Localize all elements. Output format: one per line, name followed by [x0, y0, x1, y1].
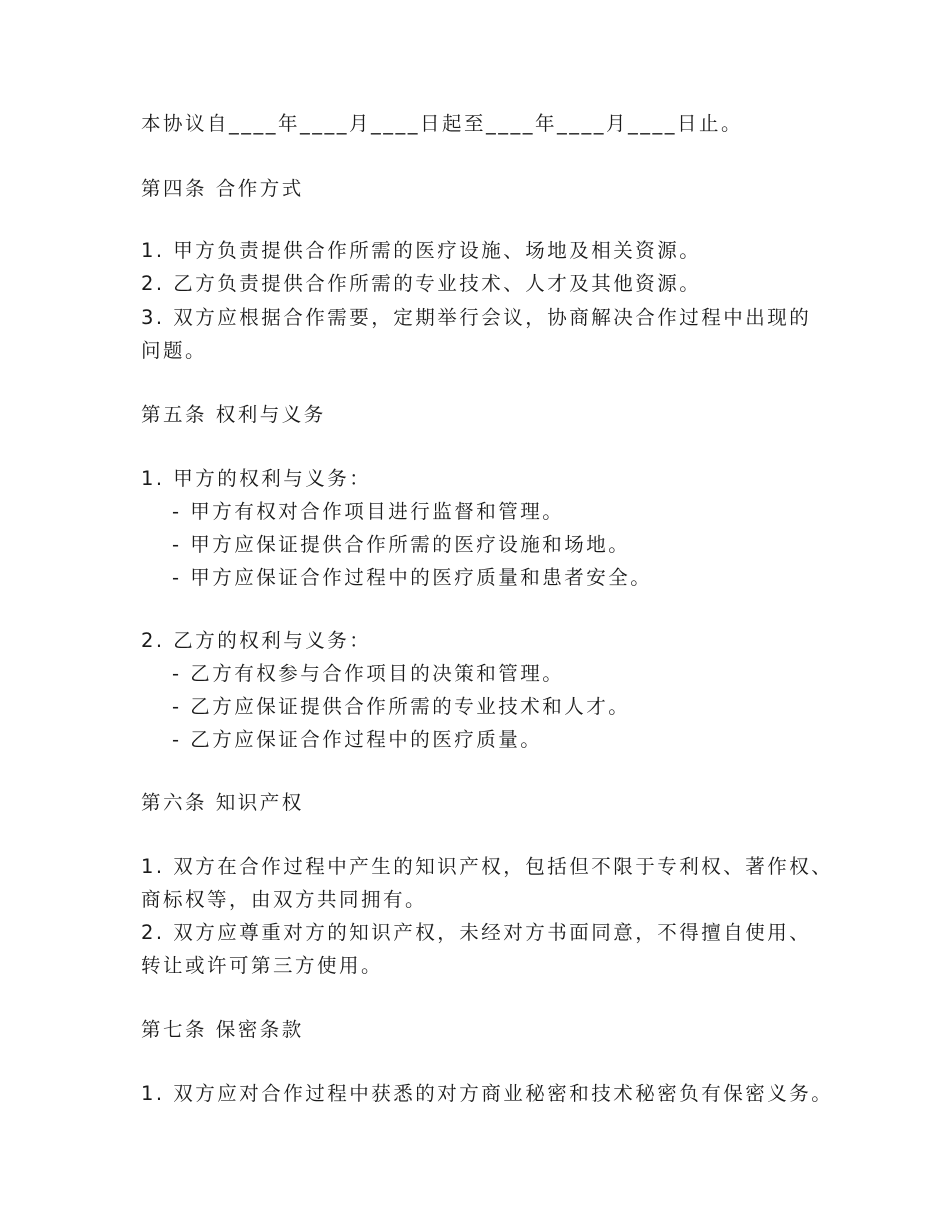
article-4-item-3: 3. 双方应根据合作需要，定期举行会议，协商解决合作过程中出现的 — [141, 306, 812, 329]
article-4-item-1: 1. 甲方负责提供合作所需的医疗设施、场地及相关资源。 — [141, 239, 702, 262]
article-6-item-2-cont: 转让或许可第三方使用。 — [141, 954, 384, 977]
article-7-heading: 第七条 保密条款 — [141, 1018, 304, 1041]
article-5-heading: 第五条 权利与义务 — [141, 403, 326, 426]
party-b-title: 2. 乙方的权利与义务： — [141, 629, 372, 652]
article-4-item-3-cont: 问题。 — [141, 339, 208, 362]
article-4-item-2: 2. 乙方负责提供合作所需的专业技术、人才及其他资源。 — [141, 272, 702, 295]
party-a-item: - 甲方应保证提供合作所需的医疗设施和场地。 — [172, 533, 631, 556]
article-6-heading: 第六条 知识产权 — [141, 791, 304, 814]
party-b-item: - 乙方应保证提供合作所需的专业技术和人才。 — [172, 695, 631, 718]
article-7-item-1: 1. 双方应对合作过程中获悉的对方商业秘密和技术秘密负有保密义务。 — [141, 1082, 834, 1105]
article-6-item-1: 1. 双方在合作过程中产生的知识产权，包括但不限于专利权、著作权、 — [141, 855, 834, 878]
article-4-heading: 第四条 合作方式 — [141, 177, 304, 200]
party-a-item: - 甲方有权对合作项目进行监督和管理。 — [172, 500, 565, 523]
agreement-term-line: 本协议自____年____月____日起至____年____月____日止。 — [141, 112, 744, 135]
party-a-item: - 甲方应保证合作过程中的医疗质量和患者安全。 — [172, 566, 653, 589]
party-a-title: 1. 甲方的权利与义务： — [141, 467, 372, 490]
party-b-item: - 乙方应保证合作过程中的医疗质量。 — [172, 728, 543, 751]
article-6-item-2: 2. 双方应尊重对方的知识产权，未经对方书面同意，不得擅自使用、 — [141, 921, 812, 944]
article-6-item-1-cont: 商标权等，由双方共同拥有。 — [141, 888, 428, 911]
party-b-item: - 乙方有权参与合作项目的决策和管理。 — [172, 662, 565, 685]
